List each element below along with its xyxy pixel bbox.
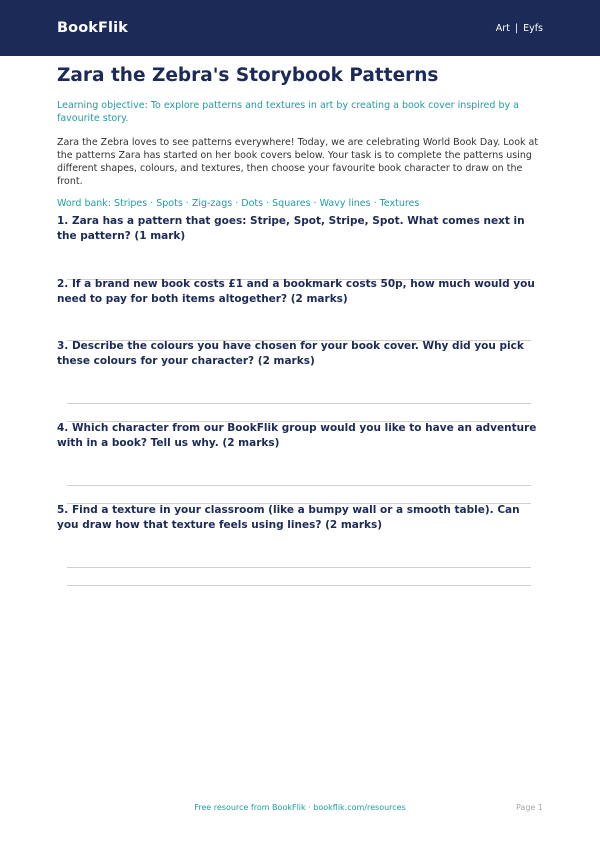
worksheet-intro bbox=[57, 64, 543, 210]
subject-label: Art bbox=[495, 22, 510, 34]
word-bank: Word bank: Stripes · Spots · Zig-zags · Dots · Squares · Wavy lines · Textures bbox=[57, 198, 420, 209]
page-title: Zara the Zebra's Storybook Patterns bbox=[57, 65, 439, 86]
question-4: 4. Which character from our BookFlik group would you like to have an adventure with in a book? Tell us why. (2 marks) bbox=[57, 422, 537, 449]
header-bar bbox=[0, 0, 600, 56]
answer-line-5b[interactable] bbox=[67, 585, 531, 586]
question-3: 3. Describe the colours you have chosen for your book cover. Why did you pick these colours for your character? (2 marks) bbox=[57, 340, 524, 367]
level-label: Eyfs bbox=[523, 22, 543, 34]
learning-objective: Learning objective: To explore patterns and textures in art by creating a book cover inspired by a favourite story. bbox=[57, 100, 519, 124]
question-2: 2. If a brand new book costs £1 and a bookmark costs 50p, how much would you need to pay for both items altogether? (2 marks) bbox=[57, 278, 535, 305]
page-number: Page 1 bbox=[516, 803, 543, 812]
subject-meta bbox=[496, 23, 543, 34]
answer-line-5a[interactable] bbox=[67, 567, 531, 568]
brand-logo[interactable]: BookFlik bbox=[57, 20, 128, 36]
question-1: 1. Zara has a pattern that goes: Stripe, Spot, Stripe, Spot. What comes next in the pattern? (1 mark) bbox=[57, 215, 525, 242]
answer-line-4a[interactable] bbox=[67, 485, 531, 486]
answer-line-3a[interactable] bbox=[67, 403, 531, 404]
footer bbox=[0, 802, 600, 814]
intro-paragraph: Zara the Zebra loves to see patterns everywhere! Today, we are celebrating World Book Day. Look at the patterns Zara has started on her book covers below. Your task is to complete the patterns using different shapes, colours, and textures, then choose your favourite book character to draw on the front. bbox=[57, 137, 539, 187]
question-5: 5. Find a texture in your classroom (like a bumpy wall or a smooth table). Can you draw how that texture feels using lines? (2 marks) bbox=[57, 504, 520, 531]
meta-separator: | bbox=[514, 22, 519, 34]
footer-credit[interactable]: Free resource from BookFlik · bookflik.com/resources bbox=[194, 803, 406, 812]
